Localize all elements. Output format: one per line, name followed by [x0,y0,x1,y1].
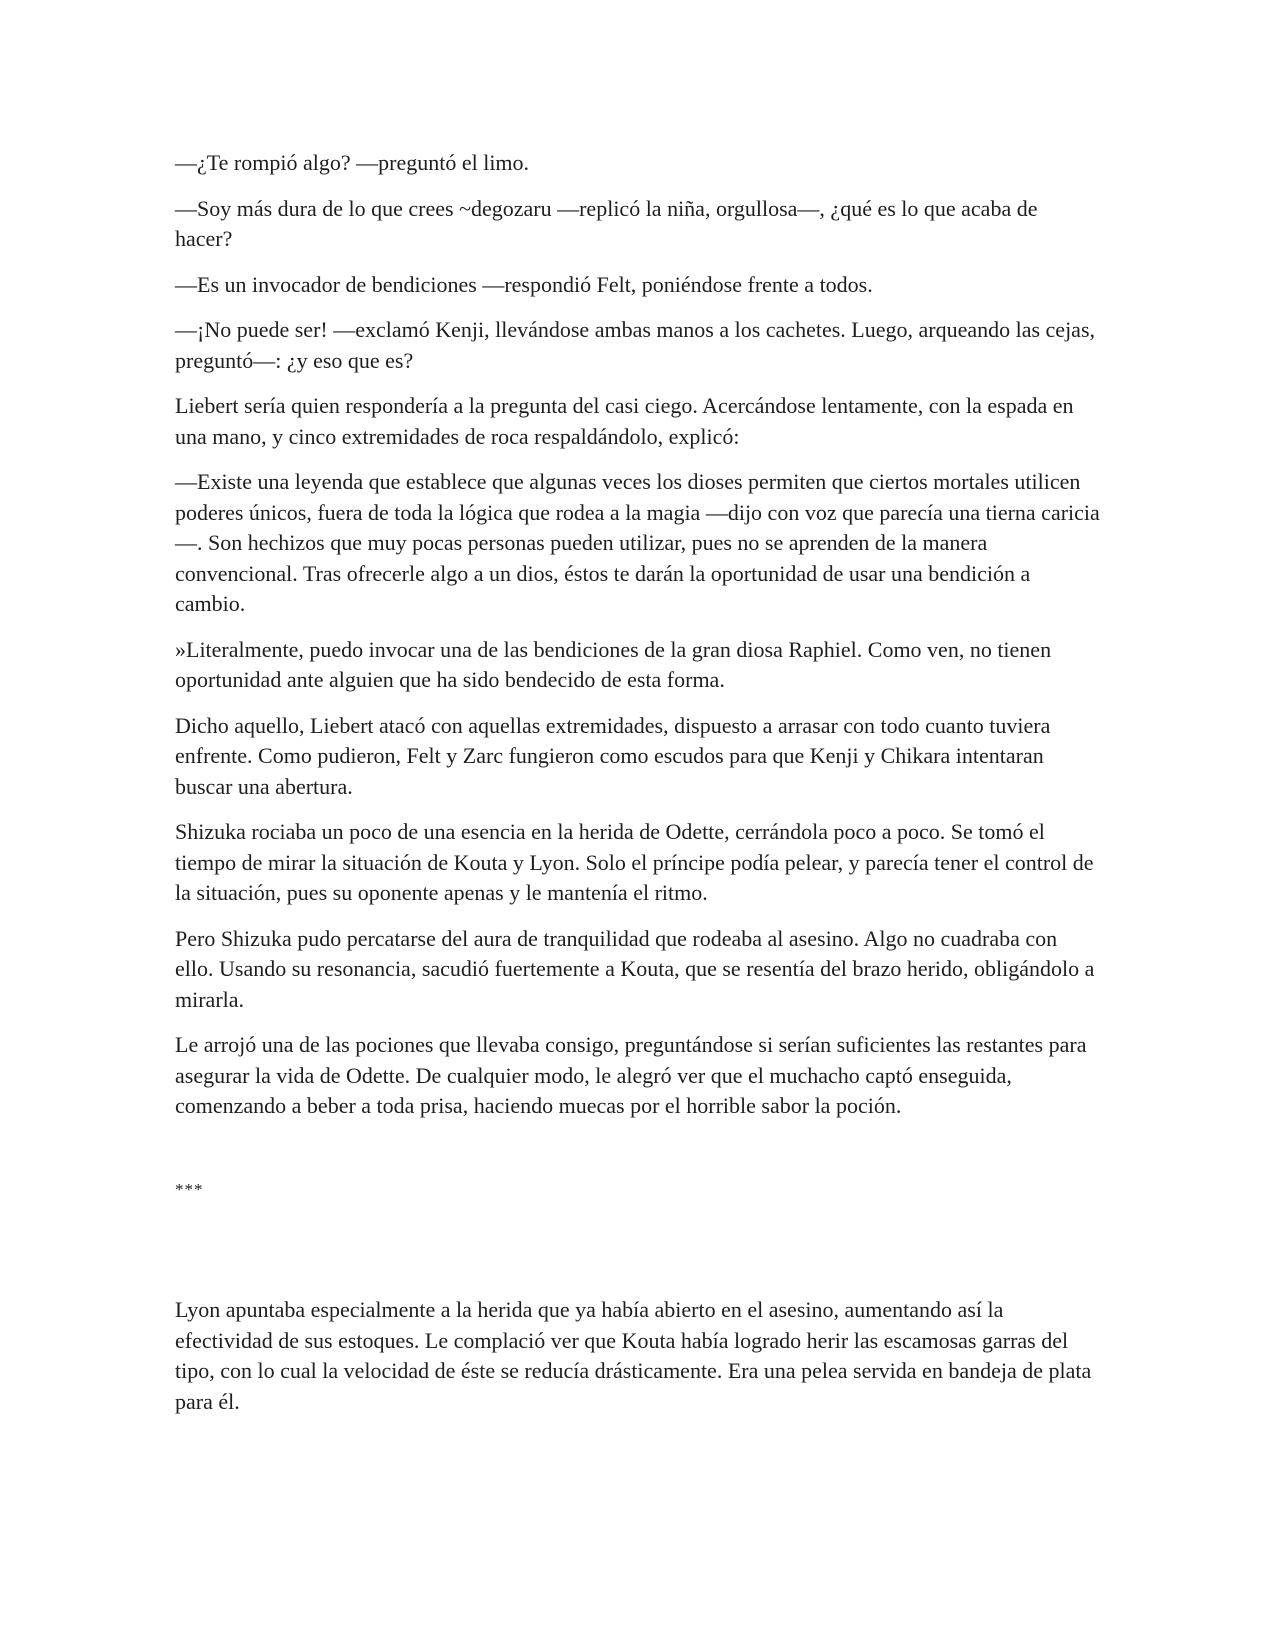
paragraph: —Soy más dura de lo que crees ~degozaru —replicó la niña, orgullosa—, ¿qué es lo que acaba de hacer? [175,195,1038,251]
scene-separator: *** [175,1179,204,1199]
paragraph: »Literalmente, puedo invocar una de las bendiciones de la gran diosa Raphiel. Como ven, no tienen oportunidad ante alguien que ha sido bendecido de esta forma. [175,636,1052,692]
paragraph: —¿Te rompió algo? —preguntó el limo. [175,150,530,175]
document-body [175,148,1100,1432]
paragraph: —¡No puede ser! —exclamó Kenji, llevándose ambas manos a los cachetes. Luego, arqueando las cejas, preguntó—: ¿y eso que es? [175,317,1096,373]
paragraph: Liebert sería quien respondería a la pregunta del casi ciego. Acercándose lentamente, con la espada en una mano, y cinco extremidades de roca respaldándolo, explicó: [175,393,1074,449]
paragraph: Shizuka rociaba un poco de una esencia en la herida de Odette, cerrándola poco a poco. Se tomó el tiempo de mirar la situación de Kouta y Lyon. Solo el príncipe podía pelear, y parecía tener el control de la situación, pues su oponente apenas y le mantenía el ritmo. [175,819,1094,905]
paragraph: Pero Shizuka pudo percatarse del aura de tranquilidad que rodeaba al asesino. Algo no cuadraba con ello. Usando su resonancia, sacudió fuertemente a Kouta, que se resentía del brazo herido, obligándolo a mirarla. [175,925,1095,1012]
paragraph: —Existe una leyenda que establece que algunas veces los dioses permiten que ciertos mortales utilicen poderes únicos, fuera de toda la lógica que rodea a la magia —dijo con voz que parecía una tierna caricia—. Son hechizos que muy pocas personas pueden utilizar, pues no se aprenden de la manera convencional. Tras ofrecerle algo a un dios, éstos te darán la oportunidad de usar una bendición a cambio. [175,469,1100,616]
paragraph: Lyon apuntaba especialmente a la herida que ya había abierto en el asesino, aumentando así la efectividad de sus estoques. Le complació ver que Kouta había logrado herir las escamosas garras del tipo, con lo cual la velocidad de éste se reducía drásticamente. Era una pelea servida en bandeja de plata para él. [175,1297,1092,1414]
paragraph: —Es un invocador de bendiciones —respondió Felt, poniéndose frente a todos. [175,271,873,297]
paragraph: Le arrojó una de las pociones que llevaba consigo, preguntándose si serían suficientes las restantes para asegurar la vida de Odette. De cualquier modo, le alegró ver que el muchacho captó enseguida, comenzando a beber a toda prisa, haciendo muecas por el horrible sabor la poción. [175,1032,1087,1118]
paragraph: Dicho aquello, Liebert atacó con aquellas extremidades, dispuesto a arrasar con todo cuanto tuviera enfrente. Como pudieron, Felt y Zarc fungieron como escudos para que Kenji y Chikara intentaran buscar una abertura. [175,712,1051,799]
